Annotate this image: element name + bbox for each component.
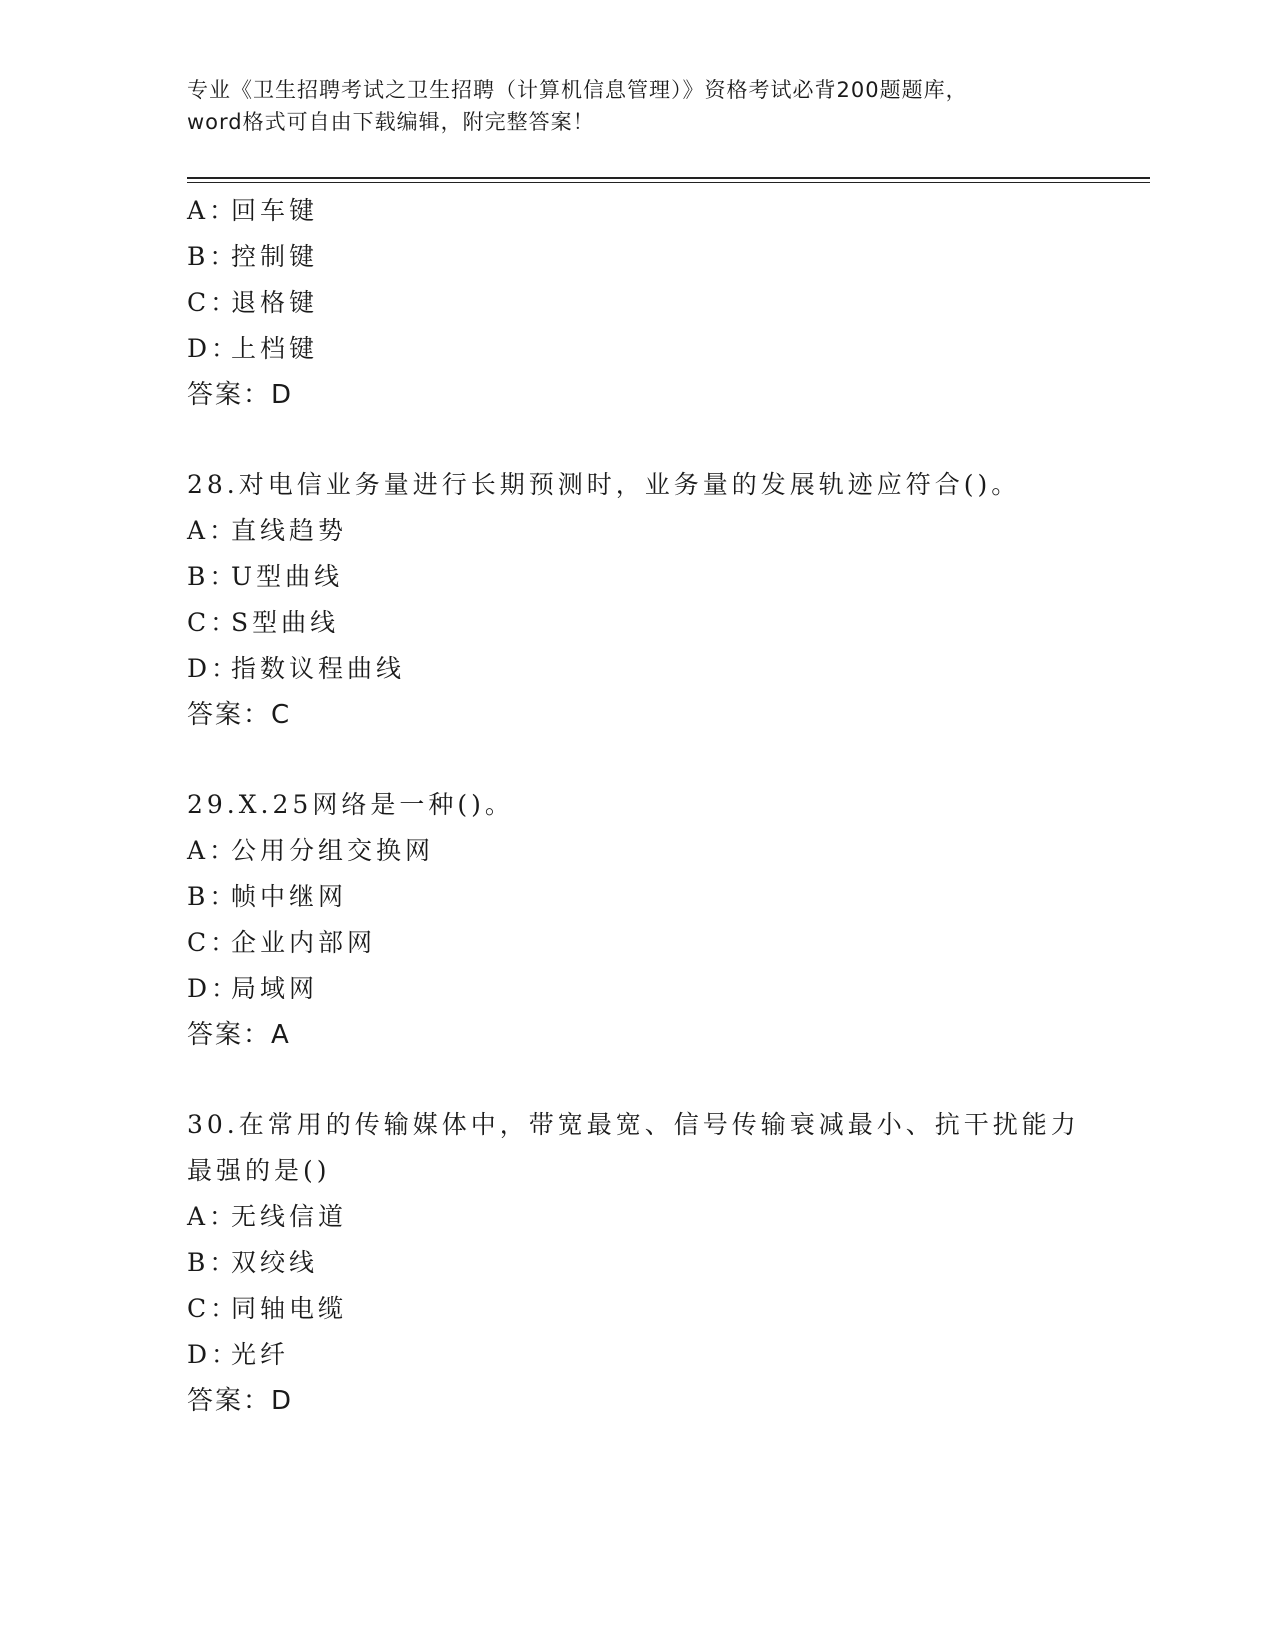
option-key: D： [187,334,241,363]
option-d [187,966,1087,1012]
header-divider-thin [187,182,1150,183]
answer-line: 答案：C [187,700,292,730]
option-c [187,1286,1087,1332]
option-key: C： [187,1294,240,1323]
option-text: S型曲线 [231,608,340,637]
option-text: 指数议程曲线 [231,654,406,683]
option-key: A： [187,836,239,865]
option-a [187,1194,1087,1240]
answer-line: 答案：A [187,1020,291,1050]
option-key: B： [187,242,239,271]
option-b [187,554,1087,600]
option-a [187,828,1087,874]
option-text: 回车键 [231,196,319,225]
header-line-1: 专业《卫生招聘考试之卫生招聘（计算机信息管理）》资格考试必背200题题库， [187,78,968,102]
option-a [187,188,1087,234]
option-key: C： [187,608,240,637]
document-header [187,74,1087,138]
option-d [187,326,1087,372]
option-d [187,1332,1087,1378]
question-29 [187,782,1087,1058]
answer-line: 答案：D [187,380,294,410]
option-key: B： [187,562,239,591]
option-a [187,508,1087,554]
option-key: D： [187,1340,241,1369]
option-text: 上档键 [231,334,319,363]
option-c [187,920,1087,966]
option-key: C： [187,928,240,957]
question-30 [187,1102,1087,1424]
option-b [187,234,1087,280]
option-key: A： [187,1202,239,1231]
question-list [187,188,1087,1424]
option-text: 企业内部网 [231,928,377,957]
question-spacer [187,1058,1087,1102]
question-27 [187,188,1087,418]
option-text: 双绞线 [231,1248,319,1277]
option-key: A： [187,196,239,225]
option-text: 光纤 [231,1340,290,1369]
question-stem: 28.对电信业务量进行长期预测时，业务量的发展轨迹应符合()。 [187,470,1021,499]
option-c [187,600,1087,646]
question-spacer [187,418,1087,462]
option-key: A： [187,516,239,545]
option-key: D： [187,654,241,683]
option-key: B： [187,882,239,911]
question-spacer [187,738,1087,782]
option-d [187,646,1087,692]
option-text: 局域网 [231,974,319,1003]
option-b [187,1240,1087,1286]
option-text: 公用分组交换网 [231,836,435,865]
option-key: D： [187,974,241,1003]
question-stem-line-1: 30.在常用的传输媒体中，带宽最宽、信号传输衰减最小、抗干扰能力 [187,1110,1080,1139]
question-stem-line-2: 最强的是() [187,1156,331,1185]
option-c [187,280,1087,326]
option-text: 直线趋势 [231,516,348,545]
option-b [187,874,1087,920]
question-stem: 29.X.25网络是一种()。 [187,790,514,819]
option-text: 同轴电缆 [231,1294,348,1323]
option-text: 帧中继网 [231,882,348,911]
question-28 [187,462,1087,738]
option-key: B： [187,1248,239,1277]
answer-line: 答案：D [187,1386,294,1416]
header-line-2: word格式可自由下载编辑，附完整答案！ [187,110,595,134]
option-key: C： [187,288,240,317]
option-text: 控制键 [231,242,319,271]
header-divider-thick [187,177,1150,179]
option-text: 无线信道 [231,1202,348,1231]
option-text: 退格键 [231,288,319,317]
option-text: U型曲线 [231,562,344,591]
